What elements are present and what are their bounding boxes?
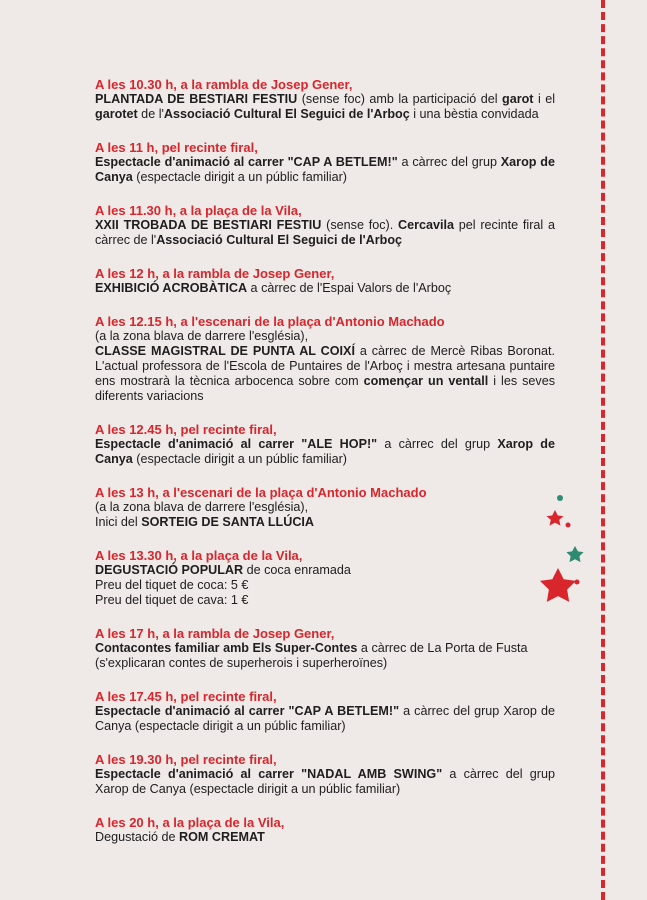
event-heading: A les 12.15 h, a l'escenari de la plaça d'Antonio Machado xyxy=(95,314,445,329)
red-dot-icon xyxy=(575,580,580,585)
event-note: (s'explicaran contes de superherois i superheroïnes) xyxy=(95,656,388,670)
event-heading: A les 20 h, a la plaça de la Vila, xyxy=(95,815,285,830)
event-item xyxy=(95,485,555,530)
event-item xyxy=(95,752,555,797)
event-heading: A les 12.45 h, pel recinte firal, xyxy=(95,422,277,437)
price-line: Preu del tiquet de cava: 1 € xyxy=(95,593,249,607)
event-item xyxy=(95,203,555,248)
event-heading: A les 17.45 h, pel recinte firal, xyxy=(95,689,277,704)
event-description: Espectacle d'animació al carrer "NADAL AMB SWING" a càrrec del grup Xarop de Canya (espectacle dirigit a un públic familiar) xyxy=(95,767,555,796)
decorative-dashed-border xyxy=(601,0,605,900)
event-description: DEGUSTACIÓ POPULAR de coca enramada Preu del tiquet de coca: 5 € Preu del tiquet de cava: 1 € xyxy=(95,563,555,608)
price-line: Preu del tiquet de coca: 5 € xyxy=(95,578,249,592)
event-description: Contacontes familiar amb Els Super-Contes a càrrec de La Porta de Fusta (s'explicaran contes de superherois i superheroïnes) xyxy=(95,641,555,671)
event-heading: A les 13.30 h, a la plaça de la Vila, xyxy=(95,548,303,563)
event-heading: A les 12 h, a la rambla de Josep Gener, xyxy=(95,266,335,281)
event-location-note: (a la zona blava de darrere l'església), xyxy=(95,329,309,343)
event-description: Espectacle d'animació al carrer "CAP A BETLEM!" a càrrec del grup Xarop de Canya (espectacle dirigit a un públic familiar) xyxy=(95,704,555,733)
event-item xyxy=(95,422,555,467)
event-description: Degustació de ROM CREMAT xyxy=(95,830,265,844)
event-description: XXII TROBADA DE BESTIARI FESTIU (sense foc). Cercavila pel recinte firal a càrrec de l'Associació Cultural El Seguici de l'Arboç xyxy=(95,218,555,247)
event-item xyxy=(95,266,555,296)
red-star-icon xyxy=(547,510,564,526)
event-heading: A les 13 h, a l'escenari de la plaça d'Antonio Machado xyxy=(95,485,427,500)
event-location-note: (a la zona blava de darrere l'església), xyxy=(95,500,309,514)
event-description: EXHIBICIÓ ACROBÀTICA a càrrec de l'Espai Valors de l'Arboç xyxy=(95,281,452,295)
event-description: (a la zona blava de darrere l'església), Inici del SORTEIG DE SANTA LLÚCIA xyxy=(95,500,555,530)
event-item xyxy=(95,77,555,122)
event-heading: A les 17 h, a la rambla de Josep Gener, xyxy=(95,626,335,641)
event-item xyxy=(95,626,555,671)
event-program xyxy=(95,77,555,863)
event-item xyxy=(95,689,555,734)
large-red-star-icon xyxy=(540,568,576,602)
teal-star-icon xyxy=(566,546,583,562)
event-item xyxy=(95,815,555,845)
event-heading: A les 10.30 h, a la rambla de Josep Gener, xyxy=(95,77,353,92)
event-heading: A les 19.30 h, pel recinte firal, xyxy=(95,752,277,767)
event-heading: A les 11.30 h, a la plaça de la Vila, xyxy=(95,203,302,218)
teal-dot-icon xyxy=(557,495,563,501)
event-description: (a la zona blava de darrere l'església), CLASSE MAGISTRAL DE PUNTA AL COIXÍ a càrrec de Mercè Ribas Boronat. L'actual professora de l'Escola de Puntaires de l'Arboç i mestra artesana puntaire ens mostrarà la tècnica arbocenca sobre com començar un ventall i les seves diferents variacions xyxy=(95,329,555,403)
event-item xyxy=(95,548,555,608)
event-description: Espectacle d'animació al carrer "CAP A BETLEM!" a càrrec del grup Xarop de Canya (espectacle dirigit a un públic familiar) xyxy=(95,155,555,184)
event-description: PLANTADA DE BESTIARI FESTIU (sense foc) amb la participació del garot i el garotet de l'Associació Cultural El Seguici de l'Arboç i una bèstia convidada xyxy=(95,92,555,121)
event-heading: A les 11 h, pel recinte firal, xyxy=(95,140,258,155)
christmas-decoration xyxy=(536,480,606,610)
red-dot-icon xyxy=(566,523,571,528)
event-item xyxy=(95,314,555,404)
event-item xyxy=(95,140,555,185)
event-description: Espectacle d'animació al carrer "ALE HOP!" a càrrec del grup Xarop de Canya (espectacle dirigit a un públic familiar) xyxy=(95,437,555,466)
